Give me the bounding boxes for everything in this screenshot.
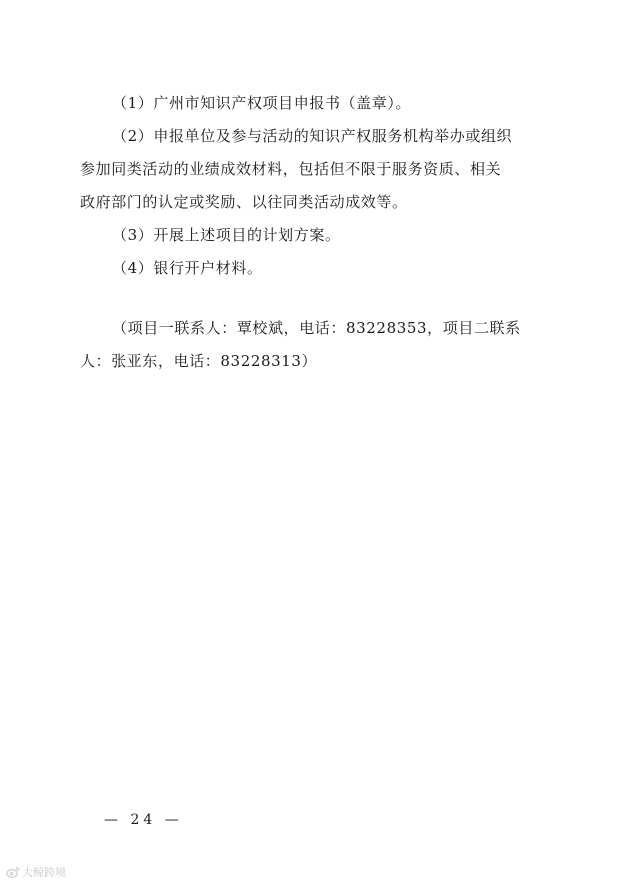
watermark — [6, 864, 66, 880]
item-1-application-form: （1）广州市知识产权项目申报书（盖章）。 — [112, 94, 412, 112]
weibo-icon — [6, 866, 20, 878]
page-number: — 24 — — [104, 812, 183, 828]
contact-info-line-1: （项目一联系人：覃校斌，电话：83228353，项目二联系 — [112, 319, 521, 337]
item-2-performance-materials: （2）申报单位及参与活动的知识产权服务机构举办或组织 — [112, 127, 513, 145]
contact-info-line-2: 人：张亚东，电话：83228313） — [80, 352, 318, 370]
item-4-bank-account: （4）银行开户材料。 — [112, 259, 263, 277]
item-2-continuation-line-1: 参加同类活动的业绩成效材料，包括但不限于服务资质、相关 — [80, 160, 502, 178]
item-3-plan: （3）开展上述项目的计划方案。 — [112, 226, 341, 244]
watermark-text: 大鲸跨境 — [22, 866, 66, 879]
item-2-continuation-line-2: 政府部门的认定或奖励、以往同类活动成效等。 — [80, 193, 408, 211]
